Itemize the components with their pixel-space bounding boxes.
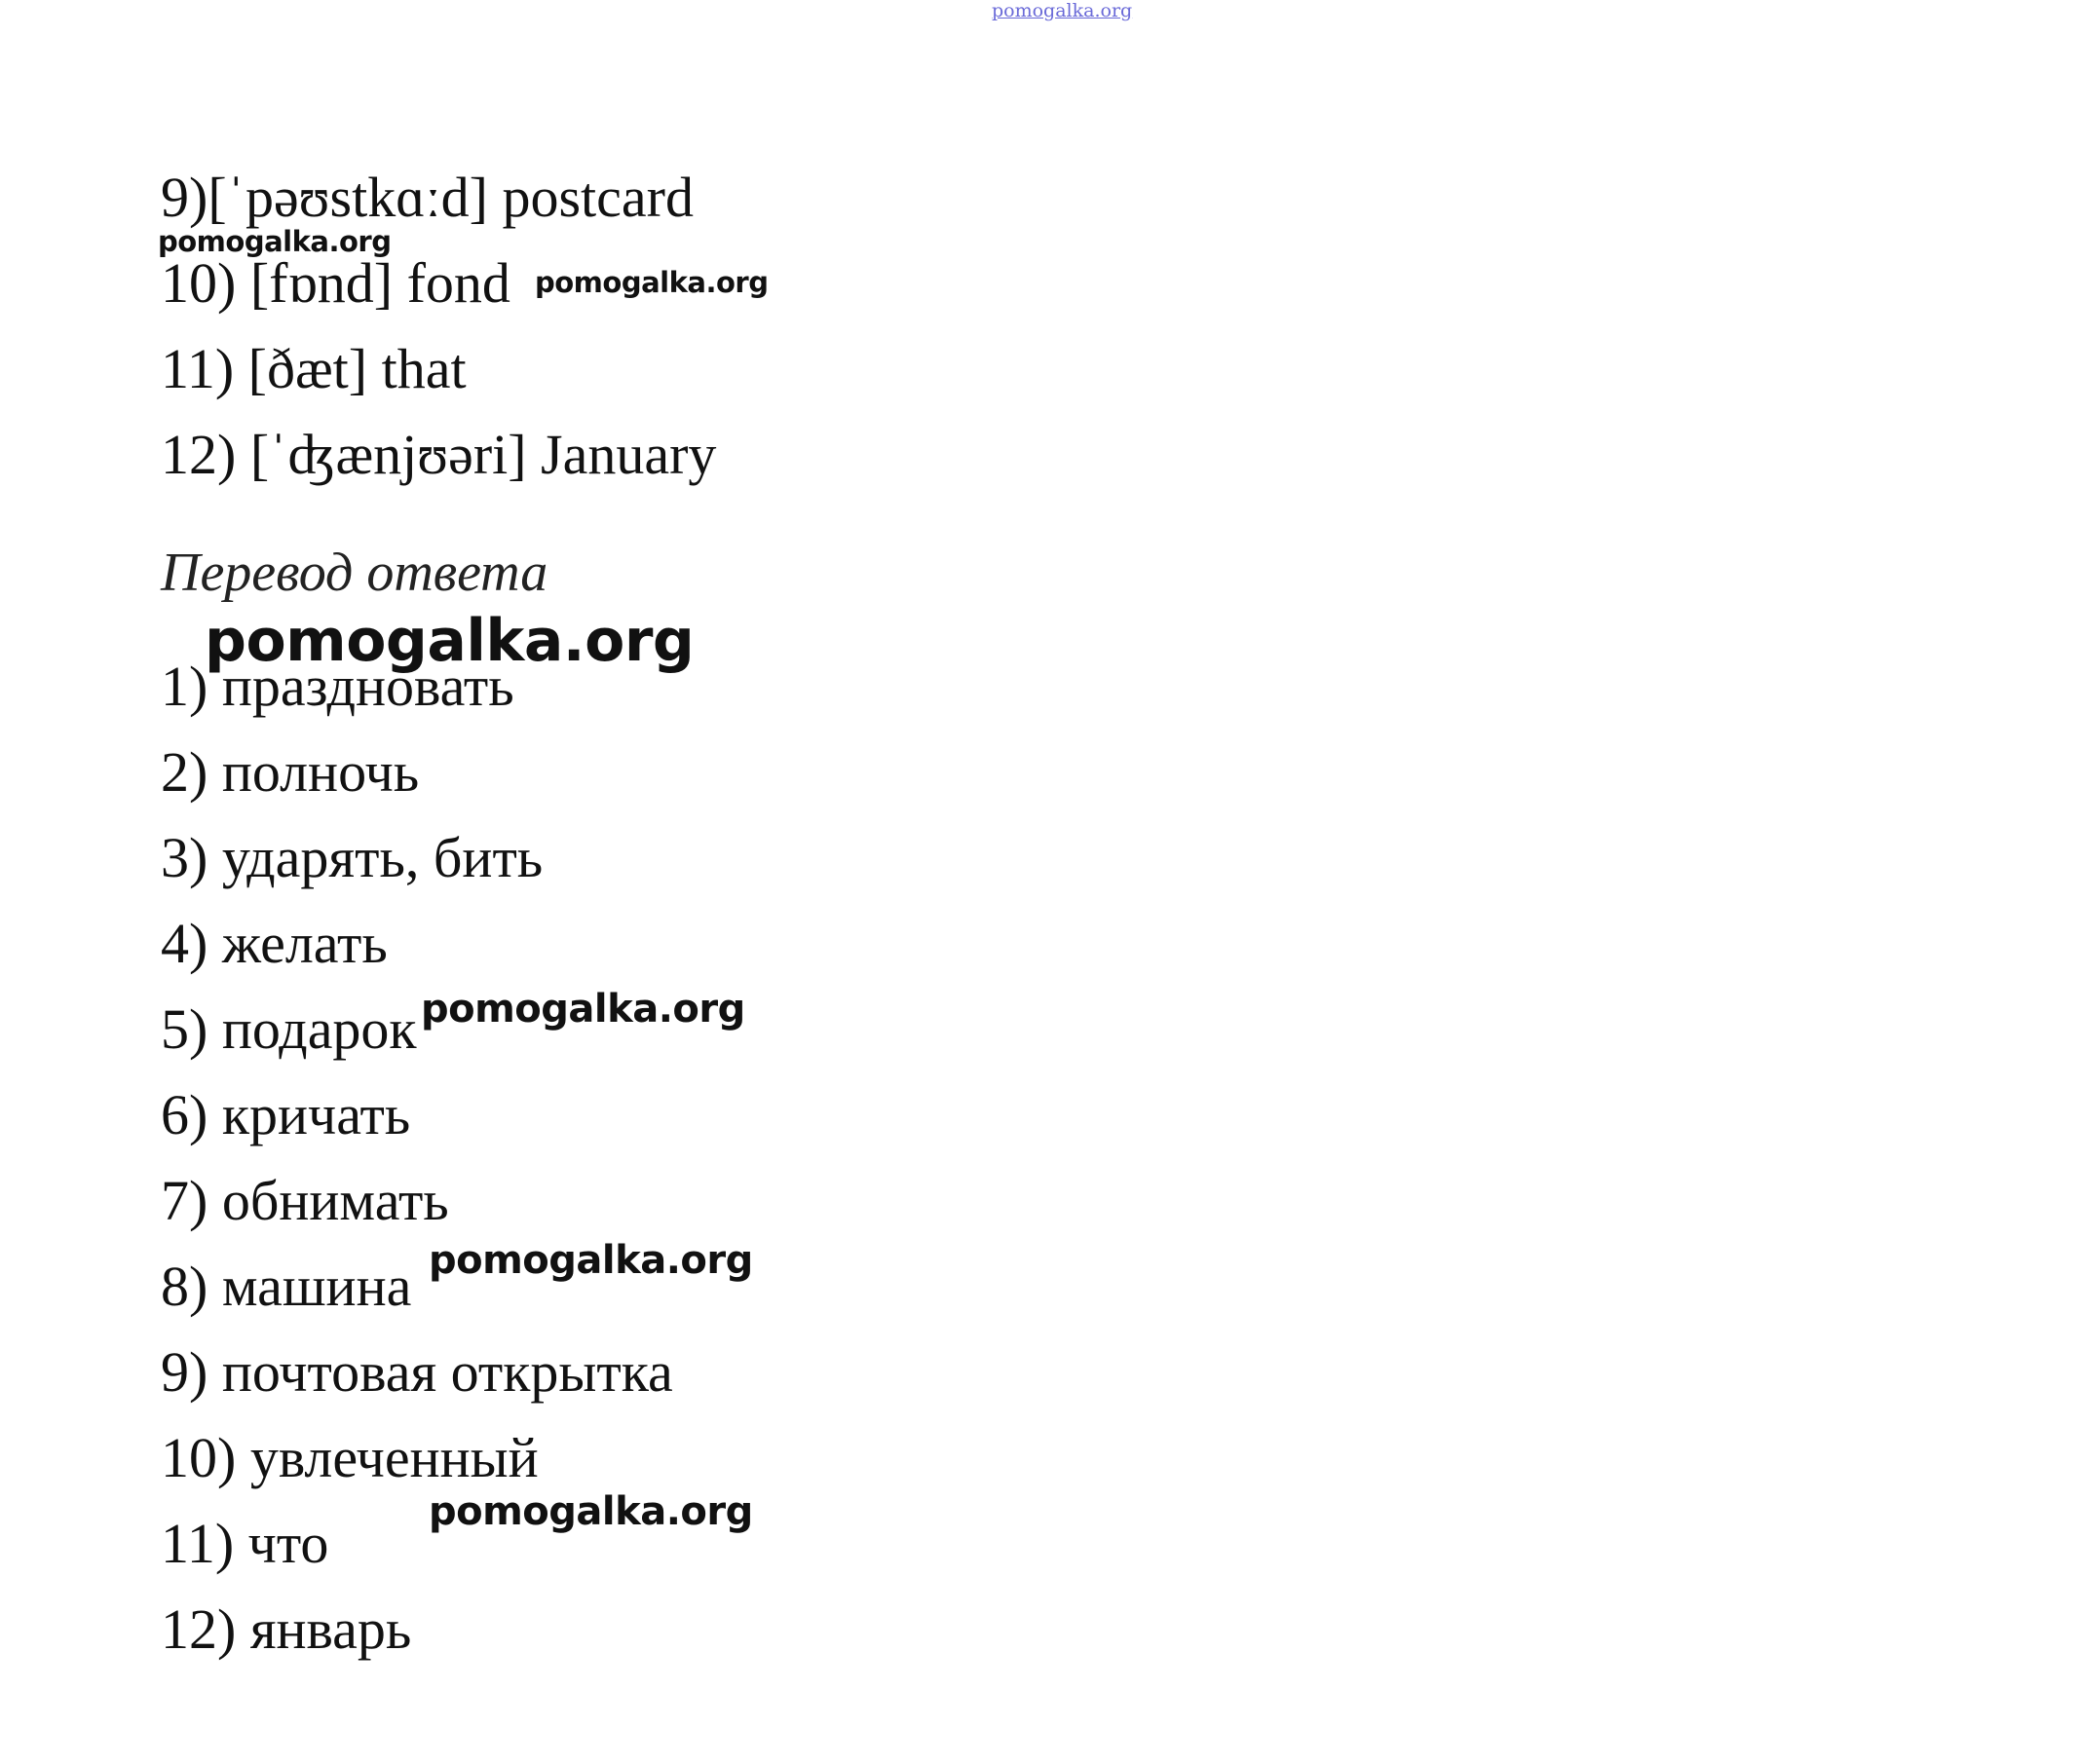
translation-item-11: 11) что [161,1512,329,1575]
translation-item-10: 10) увлеченный [161,1426,539,1489]
translation-item-3: 3) ударять, бить [161,826,544,889]
translation-item-8: 8) машина [161,1255,412,1318]
watermark: pomogalka.org [158,225,392,258]
transcription-line-9: 9)[ˈpəʊstkɑːd] postcard [161,166,694,229]
translation-item-1: 1) праздновать [161,655,514,718]
watermark: pomogalka.org [429,1489,753,1534]
transcription-line-10: 10) [fɒnd] fond [161,251,510,315]
site-link[interactable]: pomogalka.org [992,0,1133,21]
transcription-line-12: 12) [ˈʤænjʊəri] January [161,423,717,486]
translation-item-5: 5) подарок [161,997,417,1061]
translation-item-4: 4) желать [161,912,388,975]
translation-item-2: 2) полночь [161,740,420,804]
watermark: pomogalka.org [429,1238,753,1283]
translation-item-12: 12) январь [161,1597,412,1661]
watermark: pomogalka.org [535,266,769,299]
translation-item-7: 7) обнимать [161,1169,449,1232]
watermark: pomogalka.org [205,607,695,675]
translation-item-9: 9) почтовая открытка [161,1340,673,1404]
watermark: pomogalka.org [421,987,745,1032]
translation-item-6: 6) кричать [161,1083,411,1146]
transcription-line-11: 11) [ðæt] that [161,337,467,400]
translation-heading: Перевод ответа [161,543,548,603]
